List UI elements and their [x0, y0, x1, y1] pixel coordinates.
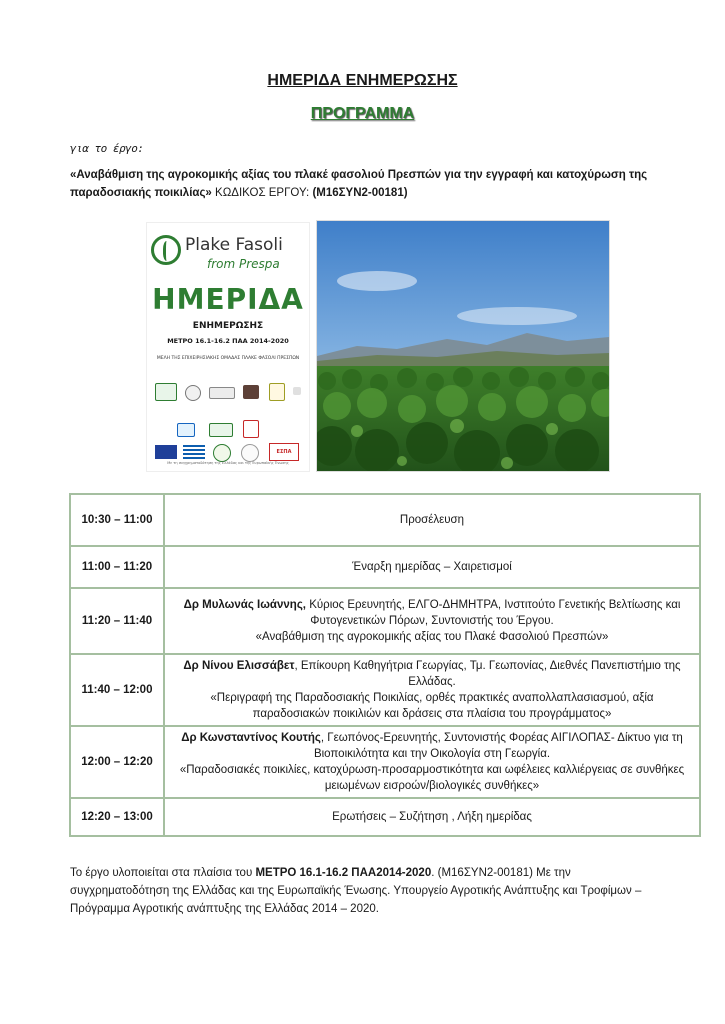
project-code: (Μ16ΣΥΝ2-00181)	[312, 187, 408, 199]
greek-flag-icon	[183, 445, 205, 459]
time-slot: 11:00 – 11:20	[70, 546, 164, 588]
session-topic: Έναρξη ημερίδας – Χαιρετισμοί	[164, 546, 700, 588]
logo-brand-text: Plake Fasoli	[185, 235, 283, 255]
poster-title: ΗΜΕΡΙΔΑ	[152, 283, 304, 316]
schedule-row	[70, 546, 700, 588]
bean-logo-icon	[151, 235, 181, 265]
session-details	[164, 654, 700, 726]
funding-note	[70, 864, 650, 918]
speaker-name: Δρ Νίνου Ελισσάβετ	[183, 660, 295, 672]
poster-members-label: ΜΕΛΗ ΤΗΣ ΕΠΙΧΕΙΡΗΣΙΑΚΗΣ ΟΜΑΔΑΣ ΠΛΑΚΕ ΦΑΣΟΛΙ ΠΡΕΣΠΩΝ	[156, 356, 300, 361]
session-details	[164, 726, 700, 798]
schedule-row	[70, 588, 700, 654]
session-topic: «Παραδοσιακές ποικιλίες, κατοχύρωση-προσαρμοστικότητα και ωφέλειες καλλιέργειας σε συνθήκες μειωμένων εισροών/βιολογικές συνθήκες»	[179, 764, 685, 792]
logo-brand-subtext: from Prespa	[207, 257, 280, 271]
poster-measure: ΜΕΤΡΟ 16.1-16.2 ΠΑΑ 2014-2020	[167, 337, 289, 345]
partner-logo-icon	[243, 420, 259, 438]
session-details	[164, 588, 700, 654]
funding-measure: ΜΕΤΡΟ 16.1-16.2 ΠΑΑ2014-2020	[255, 867, 432, 879]
partner-logo-icon	[209, 423, 233, 437]
partner-logo-icon	[185, 385, 201, 401]
schedule-row	[70, 726, 700, 798]
page-subtitle: ΠΡΟΓΡΑΜΜΑ	[310, 105, 415, 122]
time-slot: 12:00 – 12:20	[70, 726, 164, 798]
session-topic: Ερωτήσεις – Συζήτηση , Λήξη ημερίδας	[164, 798, 700, 836]
eu-flag-icon	[155, 445, 177, 459]
plake-fasoli-logo	[149, 233, 307, 277]
speaker-info: , Επίκουρη Καθηγήτρια Γεωργίας, Τμ. Γεωπονίας, Διεθνές Πανεπιστήμιο της Ελλάδας.	[294, 660, 681, 688]
schedule-table	[69, 493, 701, 837]
session-topic: «Περιγραφή της Παραδοσιακής Ποικιλίας, ορθές πρακτικές αναπολλαπλασιασμού, αξία παραδοσιακών ποικιλιών και δράσεις στα πλαίσια του προγράμματος»	[210, 692, 654, 720]
time-slot: 11:20 – 11:40	[70, 588, 164, 654]
time-slot: 11:40 – 12:00	[70, 654, 164, 726]
schedule-row	[70, 494, 700, 546]
poster-footnote: Με τη συγχρηματοδότηση της Ελλάδας και της Ευρωπαϊκής Ένωσης	[167, 461, 289, 465]
speaker-name: Δρ Κωνσταντίνος Κουτής	[181, 732, 321, 744]
partner-logo-icon	[269, 383, 285, 401]
schedule-row	[70, 798, 700, 836]
program-logo-icon	[241, 444, 259, 462]
poster-subtitle: ΕΝΗΜΕΡΩΣΗΣ	[192, 321, 264, 331]
speaker-info: Κύριος Ερευνητής, ΕΛΓΟ-ΔΗΜΗΤΡΑ, Ινστιτούτο Γενετικής Βελτίωσης και Φυτογενετικών Πόρων, Συντονιστής του Έργου.	[306, 599, 681, 627]
ministry-logo-icon	[213, 444, 231, 462]
speaker-name: Δρ Μυλωνάς Ιωάννης,	[183, 599, 306, 611]
event-poster	[146, 222, 310, 472]
project-name: «Αναβάθμιση της αγροκομικής αξίας του πλακέ φασολιού Πρεσπών για την εγγραφή και κατοχύρωση της παραδοσιακής ποικιλίας»	[70, 169, 648, 199]
partner-logo-icon	[243, 385, 259, 399]
funding-text-end: . (Μ16ΣΥΝ2-00181) Με την συγχρηματοδότηση της Ελλάδας και της Ευρωπαϊκής Ένωσης. Υπουργείο Αγροτικής Ανάπτυξης και Τροφίμων – Πρόγραμμα Αγροτικής ανάπτυξης της Ελλάδας 2014 – 2020.	[70, 867, 642, 915]
time-slot: 10:30 – 11:00	[70, 494, 164, 546]
project-description	[70, 166, 660, 202]
bean-field-photo	[316, 220, 610, 472]
partner-logo-icon	[209, 387, 235, 399]
project-code-label: ΚΩΔΙΚΟΣ ΕΡΓΟΥ:	[211, 187, 313, 199]
espa-logo-icon: ΕΣΠΑ	[269, 443, 299, 461]
bean-field-illustration	[317, 221, 609, 471]
session-topic: Προσέλευση	[164, 494, 700, 546]
for-project-label: για το έργο:	[70, 142, 144, 155]
page-title: ΗΜΕΡΙΔΑ ΕΝΗΜΕΡΩΣΗΣ	[267, 72, 458, 89]
partner-logo-icon	[293, 387, 301, 395]
partner-logo-icon	[177, 423, 195, 437]
partner-logo-icon	[155, 383, 177, 401]
time-slot: 12:20 – 13:00	[70, 798, 164, 836]
funding-text-start: Το έργο υλοποιείται στα πλαίσια του	[70, 867, 256, 879]
session-topic: «Αναβάθμιση της αγροκομικής αξίας του Πλακέ Φασολιού Πρεσπών»	[255, 631, 609, 643]
speaker-info: , Γεωπόνος-Ερευνητής, Συντονιστής Φορέας ΑΙΓΙΛΟΠΑΣ- Δίκτυο για τη Βιοποικιλότητα και την Οικολογία στη Γεωργία.	[313, 732, 683, 760]
schedule-row	[70, 654, 700, 726]
